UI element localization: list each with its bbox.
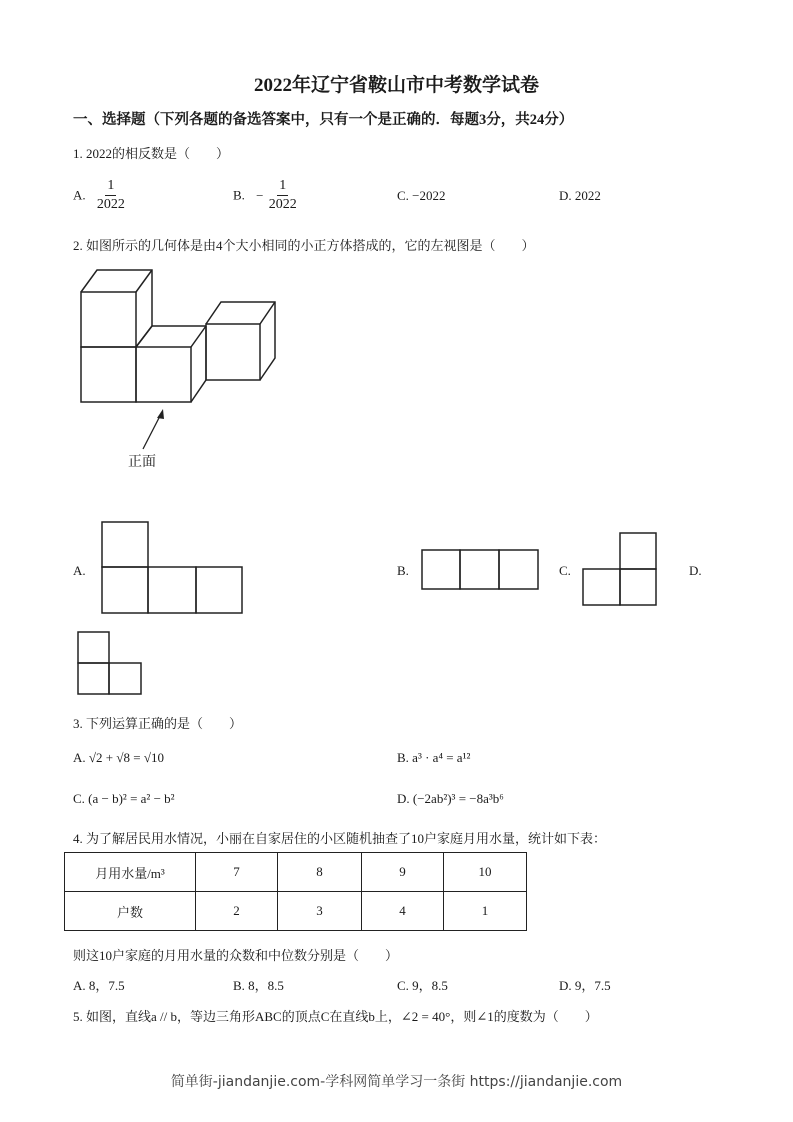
front-label: 正面 — [128, 455, 156, 470]
q4-option-b: B. 8，8.5 — [233, 978, 284, 993]
question-3-stem: 3. 下列运算正确的是（ ） — [73, 716, 243, 731]
numerator: 1 — [277, 177, 288, 196]
q1-option-c: C. −2022 — [397, 188, 446, 203]
numerator: 1 — [105, 177, 116, 196]
table-cell: 1 — [444, 892, 527, 931]
table-cell: 月用水量/m³ — [65, 853, 196, 892]
denominator: 2022 — [96, 197, 125, 212]
q3-option-c: C. (a − b)² = a² − b² — [73, 791, 175, 806]
table-cell: 4 — [362, 892, 444, 931]
q2-option-b-label: B. — [397, 563, 409, 578]
question-4-stem: 4. 为了解居民用水情况，小丽在自家居住的小区随机抽查了10户家庭月用水量，统计如下表： — [73, 831, 607, 846]
question-5-stem: 5. 如图，直线a // b，等边三角形ABC的顶点C在直线b上，∠2 = 40°，则∠1的度数为（ ） — [73, 1009, 598, 1024]
q4-option-a: A. 8，7.5 — [73, 978, 125, 993]
q2-option-d-label: D. — [689, 563, 702, 578]
table-cell: 8 — [278, 853, 362, 892]
question-1-stem: 1. 2022的相反数是（ ） — [73, 146, 230, 161]
option-a-figure — [102, 522, 242, 613]
table-row — [65, 892, 527, 931]
option-d-figure — [78, 632, 141, 694]
option-c-figure — [583, 533, 656, 605]
table-cell: 3 — [278, 892, 362, 931]
q2-option-c-label: C. — [559, 563, 571, 578]
q4-option-d: D. 9，7.5 — [559, 978, 611, 993]
arrow-icon — [143, 409, 164, 449]
table-cell: 9 — [362, 853, 444, 892]
q3-option-a: A. √2 + √8 = √10 — [73, 750, 164, 765]
page-title: 2022年辽宁省鞍山市中考数学试卷 — [253, 75, 539, 96]
minus-sign: − — [256, 187, 264, 203]
option-label: B. — [233, 187, 245, 203]
q2-option-a-label: A. — [73, 563, 86, 578]
option-b-figure — [422, 550, 538, 589]
denominator: 2022 — [268, 197, 297, 212]
q1-option-d: D. 2022 — [559, 188, 601, 203]
q3-option-b: B. a³ · a⁴ = a¹² — [397, 750, 471, 765]
option-label: A. — [73, 187, 86, 203]
water-usage-table — [64, 852, 527, 931]
section-heading: 一、选择题（下列各题的备选答案中，只有一个是正确的．每题3分，共24分） — [73, 112, 574, 128]
table-cell: 10 — [444, 853, 527, 892]
footer-watermark: 简单街-jiandanjie.com-学科网简单学习一条街 https://jiandanjie.com — [170, 1074, 623, 1090]
table-cell: 户数 — [65, 892, 196, 931]
question-2-stem: 2. 如图所示的几何体是由4个大小相同的小正方体搭成的，它的左视图是（ ） — [73, 238, 535, 253]
table-cell: 7 — [196, 853, 278, 892]
table-cell: 2 — [196, 892, 278, 931]
cube-solid-figure — [81, 270, 275, 402]
table-row — [65, 853, 527, 892]
question-4-follow: 则这10户家庭的月用水量的众数和中位数分别是（ ） — [73, 948, 399, 963]
q4-option-c: C. 9，8.5 — [397, 978, 448, 993]
q3-option-d: D. (−2ab²)³ = −8a³b⁶ — [397, 791, 504, 806]
